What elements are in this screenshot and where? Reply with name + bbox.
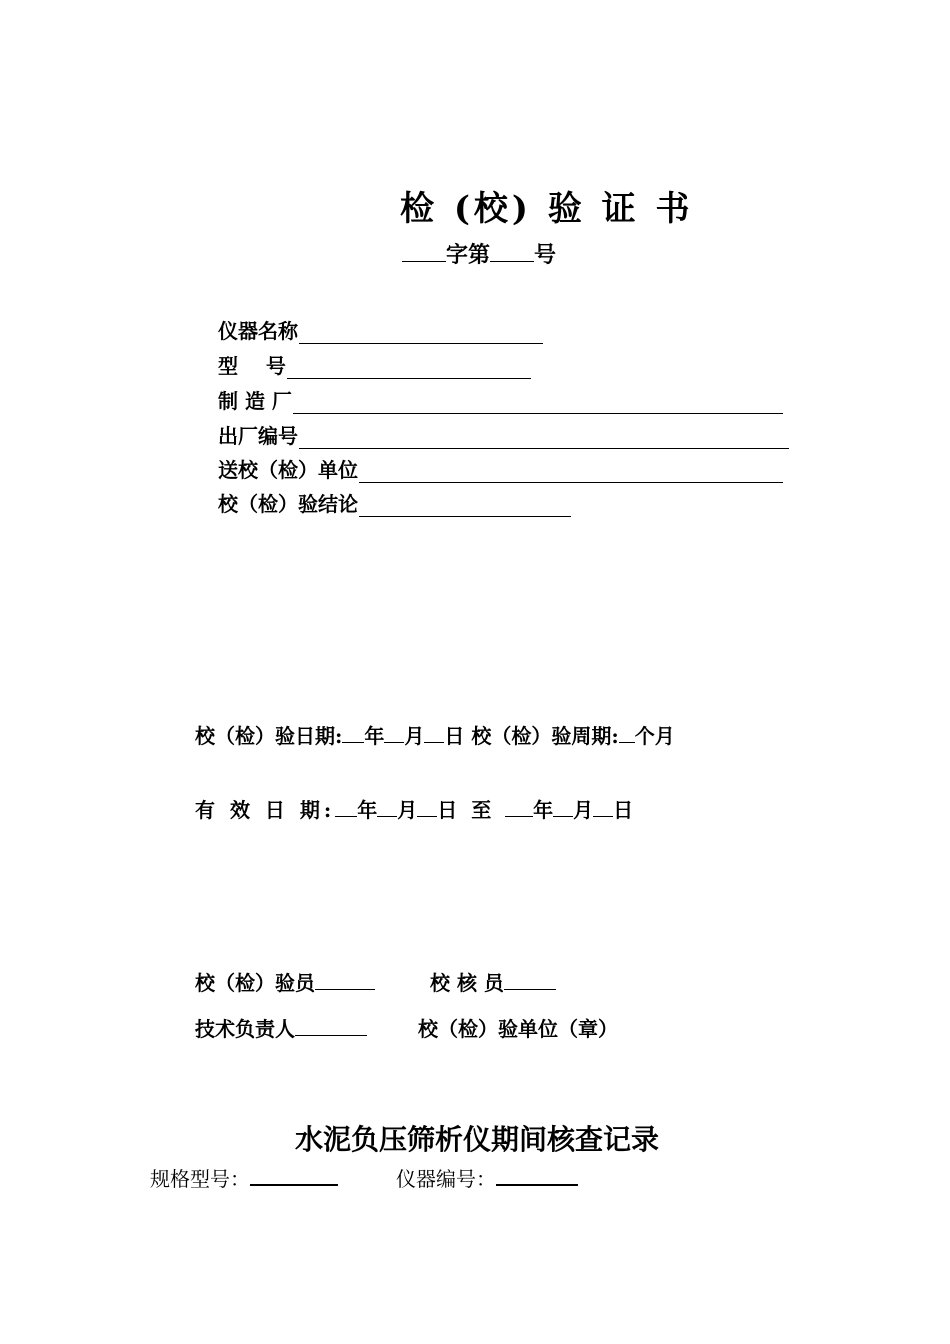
tech-lead-label: 技术负责人 xyxy=(195,1017,295,1041)
tech-lead-blank[interactable] xyxy=(295,1017,367,1036)
field-submitting-unit xyxy=(218,454,783,483)
document-number xyxy=(402,238,556,269)
day-text: 日 xyxy=(613,798,634,822)
calib-year-blank[interactable] xyxy=(342,724,364,743)
field-model xyxy=(218,350,531,379)
submitting-unit-blank[interactable] xyxy=(359,462,783,483)
month-text: 月 xyxy=(404,724,425,748)
month-text: 月 xyxy=(573,798,594,822)
valid-to-month-blank[interactable] xyxy=(553,798,573,817)
manufacturer-blank[interactable] xyxy=(293,393,783,414)
record-spec-line xyxy=(150,1163,338,1192)
field-manufacturer xyxy=(218,385,783,414)
valid-from-month-blank[interactable] xyxy=(377,798,397,817)
to-text: 至 xyxy=(471,798,492,822)
valid-from-year-blank[interactable] xyxy=(335,798,357,817)
field-instrument-name xyxy=(218,315,543,344)
field-label: 校（检）验结论 xyxy=(218,492,358,516)
instrument-no-label: 仪器编号： xyxy=(396,1167,496,1191)
cycle-unit-text: 个月 xyxy=(634,724,675,748)
inspector-label: 校（检）验员 xyxy=(195,971,315,995)
valid-date-line xyxy=(195,794,633,823)
month-text: 月 xyxy=(397,798,418,822)
field-serial-number xyxy=(218,420,789,449)
calib-date-label: 校（检）验日期: xyxy=(195,724,343,748)
calibration-date-line xyxy=(195,720,675,749)
instrument-no-blank[interactable] xyxy=(496,1166,578,1186)
certificate-title: 检 (校) 验 证 书 xyxy=(400,189,694,229)
unit-seal: 校（检）验单位（章） xyxy=(418,1017,618,1041)
year-text: 年 xyxy=(364,724,385,748)
doc-no-prefix-blank[interactable] xyxy=(402,243,446,262)
day-text: 日 xyxy=(437,798,458,822)
field-label: 送校（检）单位 xyxy=(218,458,358,482)
checker-blank[interactable] xyxy=(504,971,556,990)
valid-to-year-blank[interactable] xyxy=(505,798,533,817)
model-blank[interactable] xyxy=(287,358,531,379)
valid-to-day-blank[interactable] xyxy=(593,798,613,817)
inspector-blank[interactable] xyxy=(315,971,375,990)
calib-month-blank[interactable] xyxy=(384,724,404,743)
inspector-signature xyxy=(195,967,375,996)
field-label: 型 号 xyxy=(218,354,286,378)
checker-label: 校 核 员 xyxy=(430,971,504,995)
field-label: 出厂编号 xyxy=(218,424,298,448)
doc-no-mid-text: 字第 xyxy=(446,242,491,268)
valid-from-day-blank[interactable] xyxy=(417,798,437,817)
serial-number-blank[interactable] xyxy=(299,428,789,449)
field-label: 制 造 厂 xyxy=(218,389,292,413)
cycle-label: 校（检）验周期: xyxy=(471,724,619,748)
conclusion-blank[interactable] xyxy=(359,496,571,517)
field-label: 仪器名称 xyxy=(218,319,298,343)
spec-blank[interactable] xyxy=(250,1166,338,1186)
record-instrument-no-line xyxy=(396,1163,578,1192)
year-text: 年 xyxy=(357,798,378,822)
tech-lead-signature xyxy=(195,1013,367,1042)
doc-no-end-text: 号 xyxy=(534,242,557,268)
spec-label: 规格型号： xyxy=(150,1167,250,1191)
calib-day-blank[interactable] xyxy=(424,724,444,743)
instrument-name-blank[interactable] xyxy=(299,323,543,344)
field-conclusion xyxy=(218,488,571,517)
valid-date-label: 有 效 日 期: xyxy=(195,798,336,822)
day-text: 日 xyxy=(444,724,465,748)
cycle-months-blank[interactable] xyxy=(619,724,635,743)
checker-signature xyxy=(430,967,556,996)
doc-no-number-blank[interactable] xyxy=(490,243,534,262)
record-title: 水泥负压筛析仪期间核查记录 xyxy=(295,1123,660,1156)
year-text: 年 xyxy=(533,798,554,822)
